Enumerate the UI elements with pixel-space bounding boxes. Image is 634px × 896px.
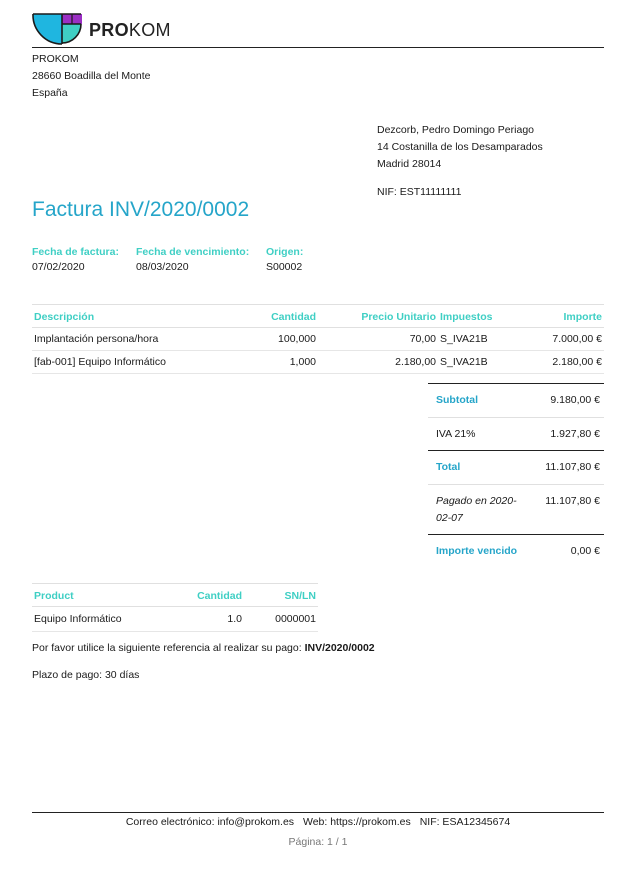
- lot-product: Equipo Informático: [32, 607, 172, 632]
- amount-due-value: 0,00 €: [524, 534, 604, 568]
- invoice-lines-table: [32, 304, 604, 374]
- tax-row: [428, 417, 604, 451]
- company-street: 28660 Boadilla del Monte: [32, 70, 151, 82]
- col-unit-price: Precio Unitario: [318, 305, 438, 328]
- table-row: [32, 351, 604, 374]
- line-quantity: 1,000: [252, 351, 318, 374]
- lot-quantity: 1.0: [172, 607, 244, 632]
- company-address: [32, 51, 151, 102]
- amount-due-row: [428, 534, 604, 568]
- invoice-title: Factura INV/2020/0002: [32, 198, 250, 221]
- table-header-row: [32, 584, 318, 607]
- origin-value: S00002: [266, 261, 303, 273]
- prokom-logo-icon: [32, 12, 82, 46]
- line-amount: 7.000,00 €: [518, 328, 604, 351]
- lots-table: [32, 583, 318, 632]
- partner-street: 14 Costanilla de los Desamparados: [377, 141, 543, 153]
- invoice-date-block: [32, 246, 119, 273]
- due-date-block: [136, 246, 249, 273]
- partner-nif: NIF: EST11111111: [377, 186, 462, 198]
- total-row: [428, 451, 604, 485]
- line-quantity: 100,000: [252, 328, 318, 351]
- col-amount: Importe: [518, 305, 604, 328]
- line-unit-price: 70,00: [318, 328, 438, 351]
- col-quantity: Cantidad: [252, 305, 318, 328]
- paid-value: 11.107,80 €: [524, 484, 604, 534]
- subtotal-value: 9.180,00 €: [524, 384, 604, 418]
- subtotal-row: [428, 384, 604, 418]
- amount-due-label: Importe vencido: [428, 534, 524, 568]
- footer-web: Web: https://prokom.es: [302, 816, 411, 828]
- col-taxes: Impuestos: [438, 305, 518, 328]
- due-date-label: Fecha de vencimiento:: [136, 246, 250, 258]
- page-number: Página: 1 / 1: [288, 836, 348, 848]
- payment-reference-text: Por favor utilice la siguiente referencia al realizar su pago:: [32, 642, 302, 654]
- total-label: Total: [428, 451, 524, 485]
- totals-table: [428, 383, 604, 568]
- tax-label: IVA 21%: [428, 417, 524, 451]
- col-serial: SN/LN: [244, 584, 318, 607]
- total-value: 11.107,80 €: [524, 451, 604, 485]
- col-lot-quantity: Cantidad: [172, 584, 244, 607]
- origin-block: [266, 246, 303, 273]
- table-header-row: [32, 305, 604, 328]
- table-row: [32, 328, 604, 351]
- col-description: Descripción: [32, 305, 252, 328]
- line-description: Implantación persona/hora: [32, 328, 252, 351]
- due-date-value: 08/03/2020: [136, 261, 189, 273]
- invoice-date-value: 07/02/2020: [32, 261, 85, 273]
- tax-value: 1.927,80 €: [524, 417, 604, 451]
- line-amount: 2.180,00 €: [518, 351, 604, 374]
- table-row: [32, 607, 318, 632]
- paid-row: [428, 484, 604, 534]
- invoice-date-label: Fecha de factura:: [32, 246, 119, 258]
- page-header: [32, 12, 604, 48]
- line-unit-price: 2.180,00: [318, 351, 438, 374]
- paid-label: Pagado en 2020-02-07: [428, 484, 524, 534]
- payment-terms: Plazo de pago: 30 días: [32, 669, 140, 681]
- partner-address: [377, 122, 543, 201]
- payment-reference: [32, 642, 375, 654]
- company-name: PROKOM: [32, 53, 79, 65]
- line-description: [fab-001] Equipo Informático: [32, 351, 252, 374]
- lot-serial: 0000001: [244, 607, 318, 632]
- col-product: Product: [32, 584, 172, 607]
- page-footer: [32, 812, 604, 848]
- company-country: España: [32, 87, 68, 99]
- partner-name: Dezcorb, Pedro Domingo Periago: [377, 124, 534, 136]
- origin-label: Origen:: [266, 246, 304, 258]
- partner-city: Madrid 28014: [377, 158, 442, 170]
- payment-reference-code: INV/2020/0002: [304, 642, 375, 654]
- logo-wordmark: PROKOM: [89, 20, 171, 40]
- line-taxes: S_IVA21B: [438, 351, 518, 374]
- line-taxes: S_IVA21B: [438, 328, 518, 351]
- footer-nif: NIF: ESA12345674: [419, 816, 511, 828]
- footer-email: Correo electrónico: info@prokom.es: [125, 816, 295, 828]
- subtotal-label: Subtotal: [428, 384, 524, 418]
